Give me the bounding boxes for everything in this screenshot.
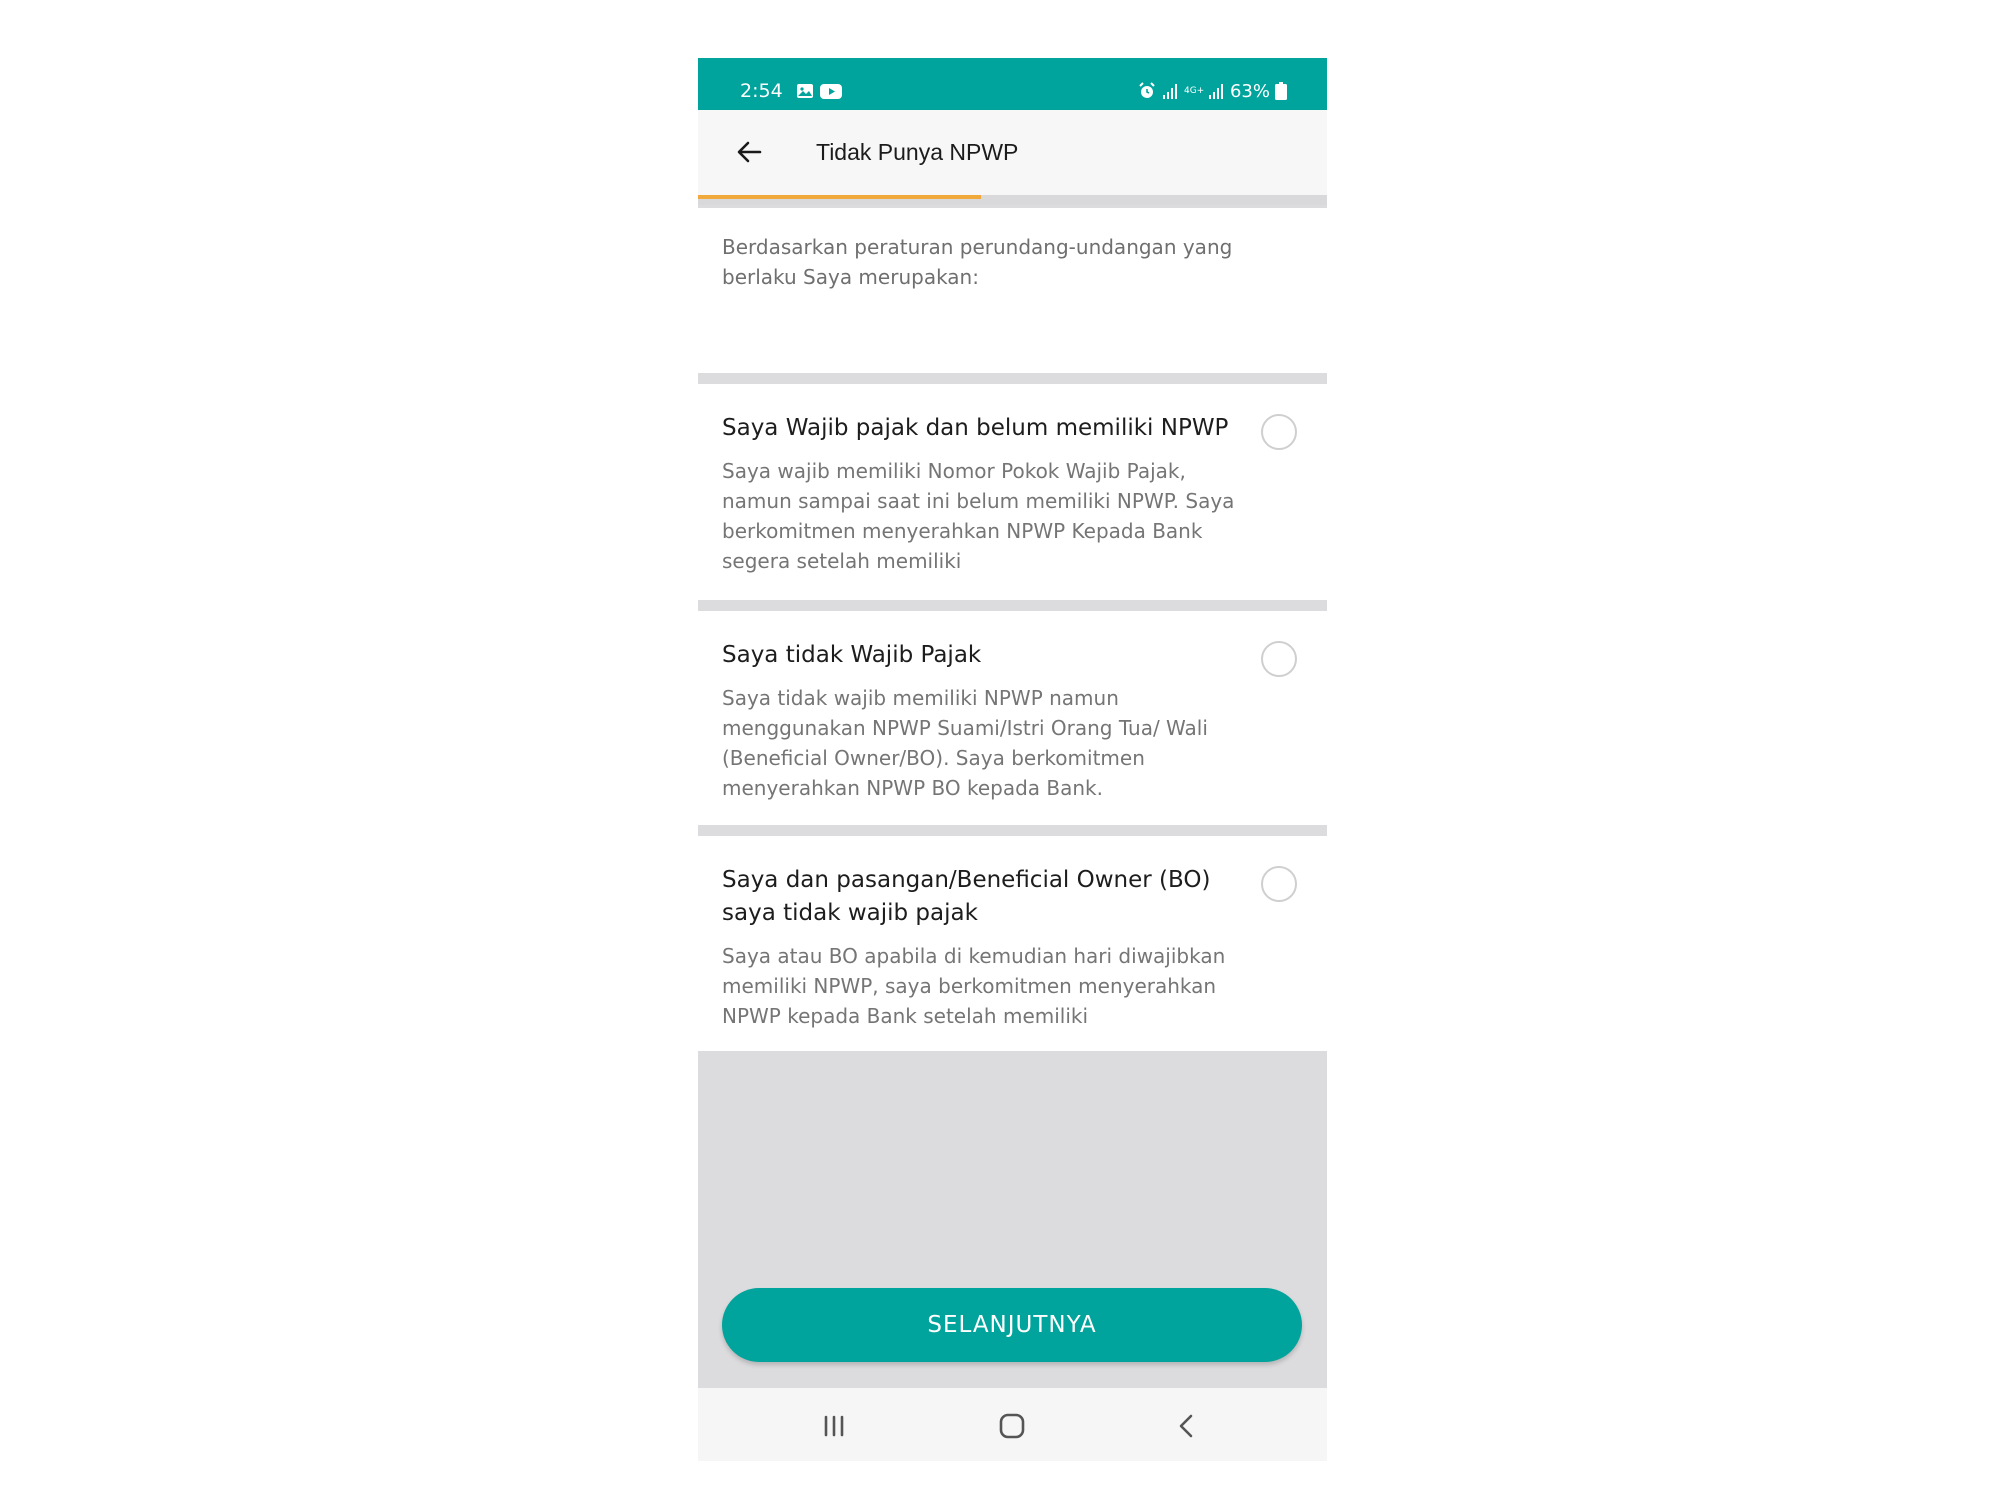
- network-type: 4G+: [1183, 86, 1205, 96]
- progress-bar-fill: [698, 195, 981, 199]
- battery-icon: [1275, 82, 1287, 100]
- intro-card: [698, 208, 1327, 373]
- youtube-icon: [820, 84, 842, 99]
- option-title: Saya tidak Wajib Pajak: [722, 642, 982, 668]
- option-pasangan-bo-tidak-wajib[interactable]: [698, 836, 1327, 1051]
- intro-text: Berdasarkan peraturan perundang-undangan yang berlaku Saya merupakan:: [722, 235, 1233, 289]
- arrow-left-icon: [730, 132, 770, 172]
- status-right-group: [1138, 78, 1287, 104]
- option-title: Saya dan pasangan/Beneficial Owner (BO) saya tidak wajib pajak: [722, 867, 1211, 926]
- progress-bar: [698, 195, 1327, 205]
- phone-screen: [698, 58, 1327, 1461]
- signal-icon: [1207, 83, 1225, 99]
- gallery-icon: [796, 83, 814, 99]
- back-button[interactable]: [730, 132, 770, 172]
- home-icon[interactable]: [992, 1406, 1032, 1446]
- battery-percent: 63%: [1229, 80, 1270, 102]
- radio-button[interactable]: [1261, 641, 1297, 677]
- option-title: Saya Wajib pajak dan belum memiliki NPWP: [722, 415, 1229, 441]
- option-tidak-wajib-pajak[interactable]: [698, 611, 1327, 825]
- app-bar: [698, 110, 1327, 195]
- status-time: 2:54: [740, 80, 783, 102]
- option-description: Saya tidak wajib memiliki NPWP namun menggunakan NPWP Suami/Istri Orang Tua/ Wali (Beneficial Owner/BO). Saya berkomitmen menyerahkan NPWP BO kepada Bank.: [722, 686, 1208, 800]
- option-description: Saya atau BO apabila di kemudian hari diwajibkan memiliki NPWP, saya berkomitmen menyerahkan NPWP kepada Bank setelah memiliki: [722, 944, 1226, 1028]
- page-title: Tidak Punya NPWP: [816, 139, 1019, 165]
- system-nav-bar: [698, 1388, 1327, 1461]
- radio-button[interactable]: [1261, 414, 1297, 450]
- alarm-icon: [1138, 82, 1156, 100]
- signal-icon: [1161, 83, 1179, 99]
- recent-apps-icon[interactable]: [814, 1406, 854, 1446]
- next-button[interactable]: SELANJUTNYA: [722, 1288, 1302, 1362]
- status-bar: [698, 58, 1327, 110]
- back-icon[interactable]: [1167, 1406, 1207, 1446]
- option-description: Saya wajib memiliki Nomor Pokok Wajib Pajak, namun sampai saat ini belum memiliki NPWP. Saya berkomitmen menyerahkan NPWP Kepada Bank segera setelah memiliki: [722, 459, 1235, 573]
- option-wajib-pajak-belum-npwp[interactable]: [698, 384, 1327, 600]
- radio-button[interactable]: [1261, 866, 1297, 902]
